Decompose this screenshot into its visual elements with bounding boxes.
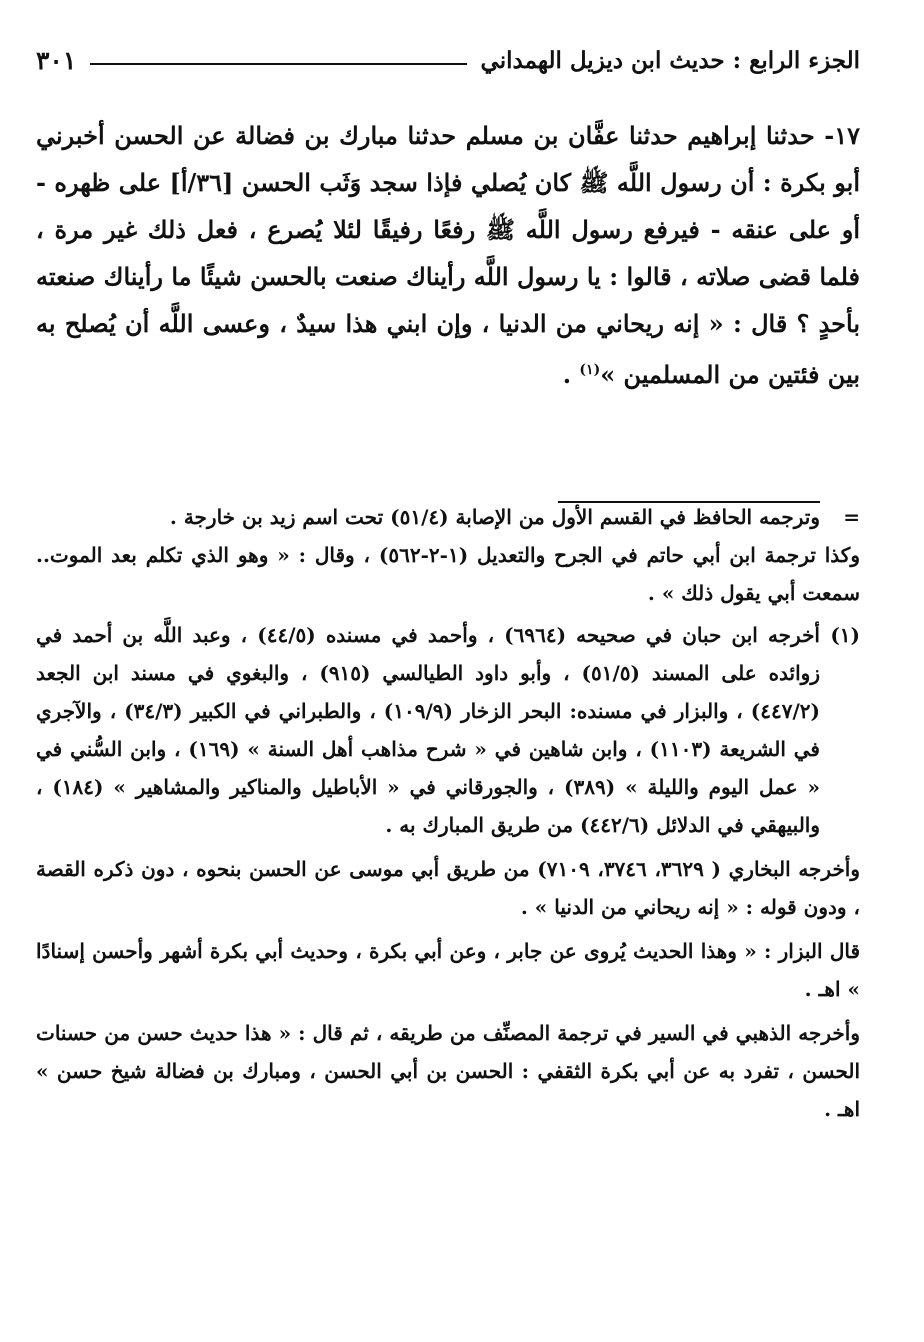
page-number: ٣٠١	[36, 45, 77, 75]
header-rule	[90, 63, 466, 65]
footnote-paragraph: وأخرجه الذهبي في السير في ترجمة المصنِّف من طريقه ، ثم قال : « هذا حديث حسن من حسنات الحسن ، تفرد به عن أبي بكرة الثقفي : الحسن بن أبي الحسن ، ومبارك بن فضالة شيخ حسن » اهـ .	[36, 1021, 860, 1121]
footnotes	[36, 498, 860, 1128]
running-title: الجزء الرابع : حديث ابن ديزيل الهمداني	[480, 46, 860, 74]
hadith-number: ١٧-	[824, 121, 860, 150]
footnote-paragraph: وترجمه الحافظ في القسم الأول من الإصابة (٥١/٤) تحت اسم زيد بن خارجة .	[169, 505, 820, 529]
footnote-paragraph: وأخرجه البخاري ( ٣٦٢٩، ٣٧٤٦، ٧١٠٩) من طريق أبي موسى عن الحسن بنحوه ، دون ذكره القصة ، ودون قوله : « إنه ريحاني من الدنيا » .	[36, 857, 861, 919]
footnote-1	[36, 616, 860, 844]
footnote-paragraph: وكذا ترجمة ابن أبي حاتم في الجرح والتعديل (١-٢-٥٦٢) ، وقال : « وهو الذي تكلم بعد الموت.. سمعت أبي يقول ذلك » .	[36, 543, 860, 605]
footnote-reference: (١)	[579, 362, 601, 378]
footnote-paragraph: أخرجه ابن حبان في صحيحه (٦٩٦٤) ، وأحمد في مسنده (٤٤/٥) ، وعبد اللَّه بن أحمد في زوائده على المسند (٥١/٥) ، وأبو داود الطيالسي (٩١٥) ، والبغوي في مسند ابن الجعد (٤٤٧/٢) ، والبزار في مسنده: البحر الزخار (١٠٩/٩) ، والطبراني في الكبير (٣٤/٣) ، والآجري في الشريعة (١١٠٣) ، وابن شاهين في « شرح مذاهب أهل السنة » (١٦٩) ، وابن السُّني في « عمل اليوم والليلة » (٣٨٩) ، والجورقاني في « الأباطيل والمناكير والمشاهير » (١٨٤) ، والبيهقي في الدلائل (٤٤٢/٦) من طريق المبارك به .	[36, 623, 820, 837]
hadith-body: حدثنا إبراهيم حدثنا عفَّان بن مسلم حدثنا مبارك بن فضالة عن الحسن أخبرني أبو بكرة : أن رسول اللَّه ﷺ كان يُصلي فإذا سجد وَثَب الحسن [٣٦/أ] على ظهره - أو على عنقه - فيرفع رسول اللَّه ﷺ رفعًا رفيقًا لئلا يُصرع ، فعل ذلك غير مرة ، فلما قضى صلاته ، قالوا : يا رسول اللَّه رأيناك صنعت بالحسن شيئًا ما رأيناك صنعته بأحدٍ ؟ قال : « إنه ريحاني من الدنيا ، وإن ابني هذا سيدٌ ، وعسى اللَّه أن يُصلح به بين فئتين من المسلمين »	[36, 121, 860, 389]
footnote-paragraph: قال البزار : « وهذا الحديث يُروى عن جابر ، وعن أبي بكرة ، وحديث أبي بكرة أشهر وأحسن إسنادًا » اهـ .	[36, 939, 860, 1001]
hadith-paragraph	[36, 112, 860, 398]
footnote-continued	[36, 498, 860, 612]
hadith-end: .	[562, 360, 580, 389]
running-header	[36, 40, 860, 80]
hadith-text	[36, 112, 860, 398]
continuation-marker: =	[843, 505, 860, 529]
footnote-marker: (١)	[830, 623, 860, 647]
